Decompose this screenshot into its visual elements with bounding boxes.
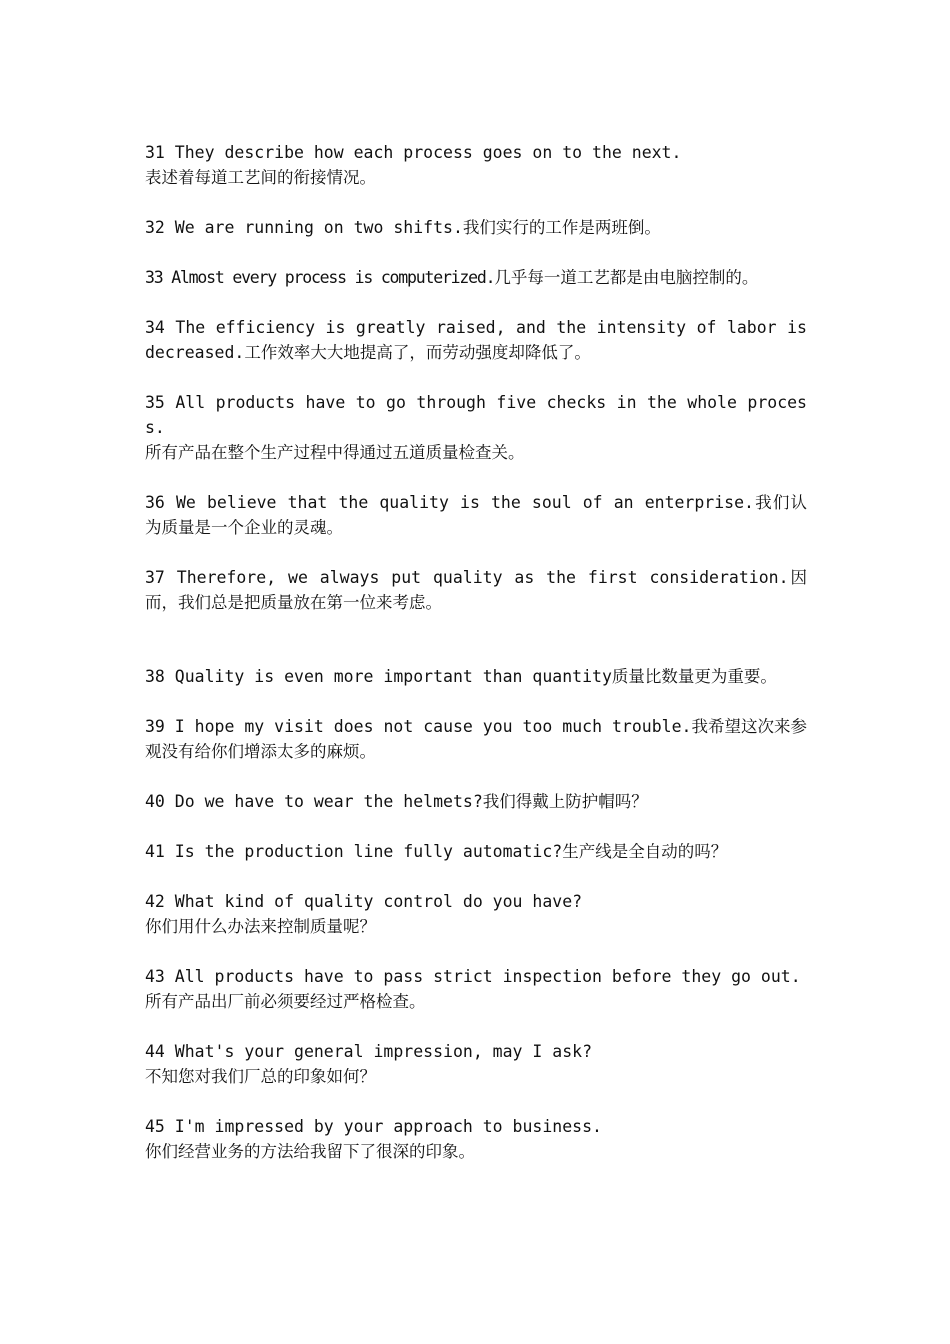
english-sentence: 36 We believe that the quality is the soul of an enterprise.	[145, 493, 754, 512]
chinese-translation: 工作效率大大地提高了，而劳动强度却降低了。	[244, 343, 591, 362]
sentence-entry-43	[145, 964, 807, 1014]
english-sentence: 44 What's your general impression, may I ask?	[145, 1042, 593, 1061]
english-sentence: 38 Quality is even more important than quantity	[145, 667, 612, 686]
chinese-translation: 所有产品在整个生产过程中得通过五道质量检查关。	[145, 443, 525, 462]
english-sentence: 42 What kind of quality control do you have?	[145, 892, 583, 911]
sentence-entry-32	[145, 215, 807, 240]
english-sentence: 41 Is the production line fully automatic?	[145, 842, 563, 861]
sentence-entry-42	[145, 889, 807, 939]
chinese-translation: 你们经营业务的方法给我留下了很深的印象。	[145, 1142, 475, 1161]
chinese-translation: 生产线是全自动的吗？	[562, 842, 728, 861]
sentence-entry-38	[145, 664, 807, 689]
sentence-entry-36	[145, 490, 807, 540]
english-sentence: 40 Do we have to wear the helmets?	[145, 792, 483, 811]
english-sentence: 34 The efficiency is greatly raised, and the intensity of labor is decreased.	[145, 318, 807, 362]
chinese-translation: 因而，我们总是把质量放在第一位来考虑。	[145, 568, 807, 612]
english-sentence: 31 They describe how each process goes on to the next.	[145, 143, 682, 162]
chinese-translation: 我希望这次来参观没有给你们增添太多的麻烦。	[145, 717, 807, 761]
sentence-entry-34	[145, 315, 807, 365]
sentence-entry-41	[145, 839, 807, 864]
chinese-translation: 不知您对我们厂总的印象如何？	[145, 1067, 376, 1086]
english-sentence: 39 I hope my visit does not cause you too much trouble.	[145, 717, 692, 736]
english-sentence: 35 All products have to go through five checks in the whole process.	[145, 393, 807, 437]
sentence-entry-37	[145, 565, 807, 615]
sentence-entry-31	[145, 140, 807, 190]
sentence-entry-40	[145, 789, 807, 814]
sentence-entry-39	[145, 714, 807, 764]
sentence-entry-44	[145, 1039, 807, 1089]
sentence-entry-35	[145, 390, 807, 465]
chinese-translation: 你们用什么办法来控制质量呢？	[145, 917, 376, 936]
sentence-entry-33	[145, 265, 807, 290]
sentence-list	[145, 140, 807, 1189]
chinese-translation: 表述着每道工艺间的衔接情况。	[145, 168, 376, 187]
chinese-translation: 我们认为质量是一个企业的灵魂。	[145, 493, 808, 537]
sentence-entry-45	[145, 1114, 807, 1164]
english-sentence: 45 I'm impressed by your approach to business.	[145, 1117, 602, 1136]
chinese-translation: 质量比数量更为重要。	[611, 667, 777, 686]
english-sentence: 37 Therefore, we always put quality as the first consideration.	[145, 568, 789, 587]
chinese-translation: 我们实行的工作是两班倒。	[462, 218, 661, 237]
english-sentence: 33 Almost every process is computerized.	[145, 268, 495, 287]
english-sentence: 43 All products have to pass strict inspection before they go out.	[145, 967, 801, 986]
chinese-translation: 几乎每一道工艺都是由电脑控制的。	[494, 268, 759, 287]
chinese-translation: 我们得戴上防护帽吗？	[482, 792, 648, 811]
chinese-translation: 所有产品出厂前必须要经过严格检查。	[145, 992, 426, 1011]
english-sentence: 32 We are running on two shifts.	[145, 218, 463, 237]
